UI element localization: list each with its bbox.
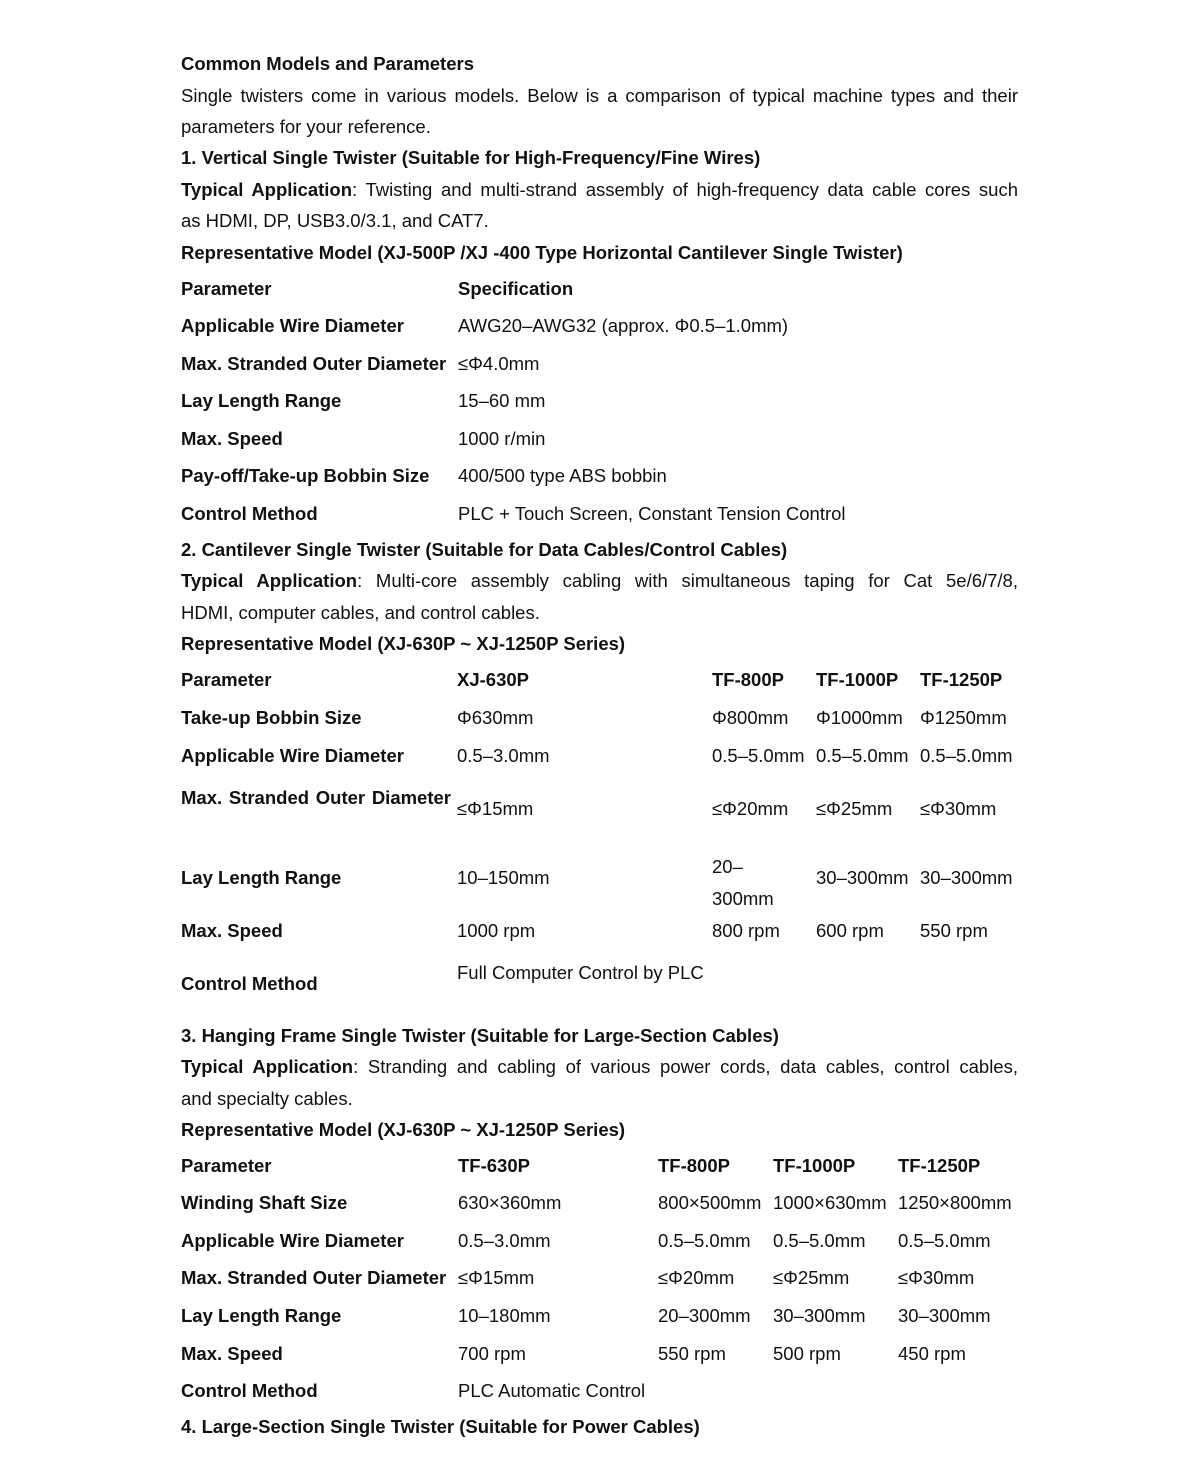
- section-1-title: 1. Vertical Single Twister (Suitable for High-Frequency/Fine Wires): [181, 147, 761, 168]
- table-value-cell: ≤Φ25mm: [773, 1267, 850, 1288]
- table-value-cell: 0.5–5.0mm: [712, 745, 805, 766]
- table-param-cell: Control Method: [181, 1380, 318, 1401]
- section-1-model: Representative Model (XJ-500P /XJ -400 Type Horizontal Cantilever Single Twister): [181, 242, 903, 263]
- table-value-cell: 450 rpm: [898, 1343, 966, 1364]
- table-value-cell: 10–180mm: [458, 1305, 551, 1326]
- table-value-cell: 400/500 type ABS bobbin: [458, 465, 667, 486]
- table-header-cell: TF-1000P: [773, 1155, 856, 1176]
- table-value-cell: Full Computer Control by PLC: [457, 962, 704, 983]
- application-text: : Twisting and multi-strand assembly of high-frequency data cable cores such: [352, 179, 1018, 200]
- table-value-cell: 1000 rpm: [457, 920, 536, 941]
- table-value-cell: 0.5–5.0mm: [898, 1230, 991, 1251]
- table-value-cell: ≤Φ20mm: [658, 1267, 735, 1288]
- table-value-cell: 15–60 mm: [458, 390, 546, 411]
- table-param-cell: Lay Length Range: [181, 867, 342, 888]
- table-value-cell: 10–150mm: [457, 867, 550, 888]
- section-3-application-cont: and specialty cables.: [181, 1088, 353, 1109]
- table-header-cell: TF-1000P: [816, 669, 899, 690]
- table-value-cell: Φ1000mm: [816, 707, 903, 728]
- table-param-cell: Winding Shaft Size: [181, 1192, 348, 1213]
- table-param-cell: Control Method: [181, 973, 318, 994]
- table-value-cell: ≤Φ30mm: [920, 798, 997, 819]
- table-param-cell: Max. Stranded Outer Diameter: [181, 1267, 447, 1288]
- table-value-cell: 0.5–3.0mm: [457, 745, 550, 766]
- table-value-cell: 0.5–5.0mm: [658, 1230, 751, 1251]
- table-value-cell: 0.5–5.0mm: [816, 745, 909, 766]
- table-value-cell: PLC + Touch Screen, Constant Tension Control: [458, 503, 846, 524]
- section-3-application: [181, 1056, 1018, 1078]
- table-header-cell: Parameter: [181, 278, 272, 299]
- table-value-cell: 600 rpm: [816, 920, 884, 941]
- application-text: : Multi-core assembly cabling with simultaneous taping for Cat 5e/6/7/8,: [357, 570, 1018, 591]
- table-header-cell: TF-800P: [712, 669, 784, 690]
- table-value-cell: PLC Automatic Control: [458, 1380, 646, 1401]
- table-value-cell: ≤Φ30mm: [898, 1267, 975, 1288]
- table-value-cell: 630×360mm: [458, 1192, 562, 1213]
- table-value-cell: 30–300mm: [898, 1305, 991, 1326]
- table-param-cell: Applicable Wire Diameter: [181, 1230, 404, 1251]
- section-1-application: [181, 179, 1018, 201]
- application-label: Typical Application: [181, 570, 358, 591]
- table-param-cell: Control Method: [181, 503, 318, 524]
- table-value-cell: 1250×800mm: [898, 1192, 1012, 1213]
- section-3-model: Representative Model (XJ-630P ~ XJ-1250P Series): [181, 1119, 626, 1140]
- table-value-cell: 550 rpm: [658, 1343, 726, 1364]
- table-value-cell: Φ800mm: [712, 707, 789, 728]
- table-param-cell: Applicable Wire Diameter: [181, 745, 404, 766]
- table-header-cell: TF-1250P: [898, 1155, 981, 1176]
- section-2-application: [181, 570, 1018, 592]
- table-value-cell: ≤Φ15mm: [458, 1267, 535, 1288]
- table-value-cell: 1000 r/min: [458, 428, 546, 449]
- table-value-cell: 30–300mm: [816, 867, 909, 888]
- table-value-cell: Φ630mm: [457, 707, 534, 728]
- table-value-cell: 550 rpm: [920, 920, 988, 941]
- table-value-cell: 30–300mm: [920, 867, 1013, 888]
- param-wrapped-text: Max. Stranded Outer Diameter: [181, 787, 451, 808]
- section-heading: Common Models and Parameters: [181, 53, 474, 74]
- table-header-cell: Parameter: [181, 1155, 272, 1176]
- table-param-cell: [181, 782, 451, 814]
- table-value-cell: AWG20–AWG32 (approx. Φ0.5–1.0mm): [458, 315, 789, 336]
- table-param-cell: Take-up Bobbin Size: [181, 707, 362, 728]
- table-value-cell: 30–300mm: [773, 1305, 866, 1326]
- table-value-cell: 800 rpm: [712, 920, 780, 941]
- table-value-cell: 700 rpm: [458, 1343, 526, 1364]
- table-value-cell: 500 rpm: [773, 1343, 841, 1364]
- table-value-cell: 0.5–3.0mm: [458, 1230, 551, 1251]
- table-param-cell: Max. Speed: [181, 1343, 283, 1364]
- table-header-cell: XJ-630P: [457, 669, 529, 690]
- table-param-cell: Pay-off/Take-up Bobbin Size: [181, 465, 430, 486]
- table-value-cell: 0.5–5.0mm: [773, 1230, 866, 1251]
- table-header-cell: TF-1250P: [920, 669, 1003, 690]
- table-value-cell: ≤Φ4.0mm: [458, 353, 540, 374]
- table-value-cell: 20–300mm: [658, 1305, 751, 1326]
- table-value-cell: 0.5–5.0mm: [920, 745, 1013, 766]
- table-value-cell: ≤Φ15mm: [457, 798, 534, 819]
- application-label: Typical Application: [181, 1056, 354, 1077]
- table-param-cell: Max. Speed: [181, 428, 283, 449]
- table-value-cell: 800×500mm: [658, 1192, 762, 1213]
- table-header-cell: TF-800P: [658, 1155, 730, 1176]
- section-1-application-cont: as HDMI, DP, USB3.0/3.1, and CAT7.: [181, 210, 489, 231]
- table-param-cell: Lay Length Range: [181, 390, 342, 411]
- table-value-cell: 20–300mm: [712, 856, 774, 909]
- intro-line: parameters for your reference.: [181, 116, 431, 137]
- section-3-title: 3. Hanging Frame Single Twister (Suitable for Large-Section Cables): [181, 1025, 779, 1046]
- application-label: Typical Application: [181, 179, 353, 200]
- table-header-cell: Specification: [458, 278, 574, 299]
- table-param-cell: Lay Length Range: [181, 1305, 342, 1326]
- table-header-cell: Parameter: [181, 669, 272, 690]
- table-value-cell: 1000×630mm: [773, 1192, 887, 1213]
- section-2-title: 2. Cantilever Single Twister (Suitable for Data Cables/Control Cables): [181, 539, 788, 560]
- table-value-cell: ≤Φ25mm: [816, 798, 893, 819]
- table-param-cell: Max. Speed: [181, 920, 283, 941]
- section-2-application-cont: HDMI, computer cables, and control cables.: [181, 602, 540, 623]
- table-value-cell: ≤Φ20mm: [712, 798, 789, 819]
- table-param-cell: Max. Stranded Outer Diameter: [181, 353, 447, 374]
- section-4-title: 4. Large-Section Single Twister (Suitable for Power Cables): [181, 1416, 700, 1437]
- table-header-cell: TF-630P: [458, 1155, 530, 1176]
- table-param-cell: Applicable Wire Diameter: [181, 315, 404, 336]
- intro-line: Single twisters come in various models. Below is a comparison of typical machine types and their: [181, 85, 1018, 106]
- application-text: : Stranding and cabling of various power cords, data cables, control cables,: [353, 1056, 1018, 1077]
- table-value-cell: Φ1250mm: [920, 707, 1007, 728]
- section-2-model: Representative Model (XJ-630P ~ XJ-1250P Series): [181, 633, 626, 654]
